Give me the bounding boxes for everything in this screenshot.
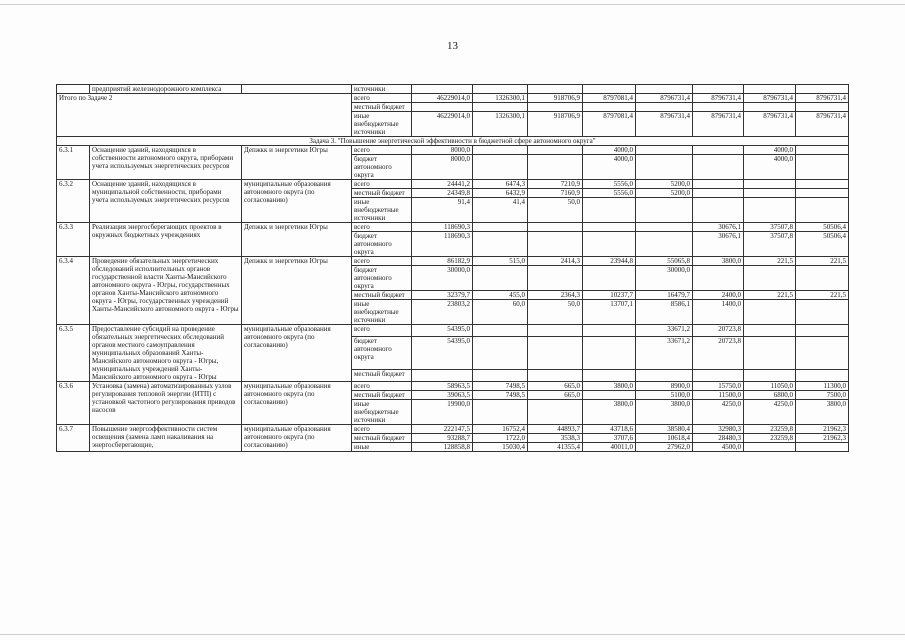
value-cell: 4000,0 bbox=[744, 155, 796, 180]
value-cell: 1400,0 bbox=[693, 300, 744, 325]
value-cell: 11050,0 bbox=[744, 382, 796, 391]
value-cell bbox=[636, 198, 693, 223]
value-cell bbox=[412, 370, 473, 382]
row-name: Предоставление субсидий на проведение обязательных энергетических обследований органов местного самоуправления муниципальных образований Ханты-Мансийского автономного округа - Югры, муниципальных учреждений Ханты-Мансийского автономного округа - Югры bbox=[90, 325, 242, 382]
value-cell: 8796731,4 bbox=[744, 94, 796, 103]
value-cell bbox=[473, 223, 528, 232]
value-cell: 5556,0 bbox=[583, 189, 636, 198]
value-cell: 3800,0 bbox=[796, 400, 849, 425]
value-cell: 23259,8 bbox=[744, 425, 796, 434]
row-executor: Депжкк и энергетики Югры bbox=[242, 146, 352, 180]
value-cell bbox=[583, 85, 636, 94]
source-cell: иные внебюджетные источники bbox=[352, 300, 412, 325]
value-cell: 2400,0 bbox=[693, 291, 744, 300]
value-cell bbox=[528, 85, 583, 94]
row-code: 6.3.6 bbox=[57, 382, 90, 425]
value-cell bbox=[473, 232, 528, 257]
row-name: Оснащение зданий, находящихся в собственности автономного округа, приборами учета используемых энергетических ресурсов bbox=[90, 146, 242, 180]
value-cell: 10618,4 bbox=[636, 434, 693, 443]
value-cell: 23803,2 bbox=[412, 300, 473, 325]
value-cell: 91,4 bbox=[412, 198, 473, 223]
value-cell: 33671,2 bbox=[636, 336, 693, 369]
row-code bbox=[57, 85, 90, 94]
value-cell: 39063,5 bbox=[412, 391, 473, 400]
row-name: Установка (замена) автоматизированных узлов регулирования тепловой энергии (ИТП) с установкой частотного регулирования приводов насосов bbox=[90, 382, 242, 425]
value-cell: 41355,4 bbox=[528, 443, 583, 452]
budget-table bbox=[56, 84, 849, 452]
value-cell: 24349,8 bbox=[412, 189, 473, 198]
value-cell: 37507,8 bbox=[744, 232, 796, 257]
value-cell bbox=[528, 266, 583, 291]
value-cell: 8797081,4 bbox=[583, 112, 636, 137]
value-cell: 50506,4 bbox=[796, 223, 849, 232]
value-cell: 222147,5 bbox=[412, 425, 473, 434]
value-cell bbox=[796, 336, 849, 369]
value-cell bbox=[583, 223, 636, 232]
value-cell: 8000,0 bbox=[412, 155, 473, 180]
value-cell bbox=[636, 146, 693, 155]
source-cell: местный бюджет bbox=[352, 291, 412, 300]
scan-edge-top bbox=[0, 4, 905, 5]
value-cell: 1722,0 bbox=[473, 434, 528, 443]
value-cell bbox=[636, 370, 693, 382]
value-cell: 16479,7 bbox=[636, 291, 693, 300]
value-cell bbox=[693, 85, 744, 94]
value-cell bbox=[796, 155, 849, 180]
value-cell: 58963,5 bbox=[412, 382, 473, 391]
row-code: 6.3.4 bbox=[57, 257, 90, 325]
source-cell: всего bbox=[352, 94, 412, 103]
value-cell bbox=[796, 103, 849, 112]
value-cell bbox=[796, 85, 849, 94]
value-cell: 16752,4 bbox=[473, 425, 528, 434]
value-cell: 30000,0 bbox=[412, 266, 473, 291]
value-cell: 6800,0 bbox=[744, 391, 796, 400]
scan-edge-bottom bbox=[0, 634, 905, 635]
value-cell: 8796731,4 bbox=[796, 94, 849, 103]
value-cell: 13707,1 bbox=[583, 300, 636, 325]
value-cell bbox=[636, 85, 693, 94]
value-cell: 27962,0 bbox=[636, 443, 693, 452]
source-cell: всего bbox=[352, 223, 412, 232]
value-cell: 3800,0 bbox=[583, 382, 636, 391]
value-cell bbox=[473, 325, 528, 337]
value-cell: 11300,0 bbox=[796, 382, 849, 391]
value-cell bbox=[583, 232, 636, 257]
value-cell bbox=[693, 370, 744, 382]
value-cell bbox=[583, 336, 636, 369]
value-cell: 23944,8 bbox=[583, 257, 636, 266]
value-cell: 1326300,1 bbox=[473, 94, 528, 103]
value-cell bbox=[693, 146, 744, 155]
source-cell: всего bbox=[352, 325, 412, 337]
value-cell: 3538,3 bbox=[528, 434, 583, 443]
value-cell: 8586,1 bbox=[636, 300, 693, 325]
value-cell bbox=[693, 266, 744, 291]
value-cell: 128858,8 bbox=[412, 443, 473, 452]
table-row bbox=[57, 325, 849, 337]
value-cell: 30676,1 bbox=[693, 223, 744, 232]
value-cell: 1326300,1 bbox=[473, 112, 528, 137]
value-cell: 6432,9 bbox=[473, 189, 528, 198]
value-cell: 6474,3 bbox=[473, 180, 528, 189]
value-cell bbox=[744, 370, 796, 382]
table-row bbox=[57, 223, 849, 232]
value-cell: 221,5 bbox=[796, 291, 849, 300]
value-cell: 515,0 bbox=[473, 257, 528, 266]
table-row bbox=[57, 382, 849, 391]
value-cell: 4250,0 bbox=[693, 400, 744, 425]
value-cell bbox=[693, 198, 744, 223]
value-cell: 8796731,4 bbox=[693, 94, 744, 103]
value-cell: 4500,0 bbox=[693, 443, 744, 452]
value-cell bbox=[636, 155, 693, 180]
value-cell: 8796731,4 bbox=[636, 112, 693, 137]
value-cell: 46229014,0 bbox=[412, 94, 473, 103]
value-cell: 60,0 bbox=[473, 300, 528, 325]
value-cell bbox=[636, 223, 693, 232]
value-cell bbox=[583, 391, 636, 400]
value-cell bbox=[636, 103, 693, 112]
value-cell bbox=[693, 189, 744, 198]
value-cell: 665,0 bbox=[528, 382, 583, 391]
value-cell bbox=[528, 103, 583, 112]
value-cell: 918706,9 bbox=[528, 94, 583, 103]
source-cell: иные внебюджетные источники bbox=[352, 400, 412, 425]
value-cell: 5100,0 bbox=[636, 391, 693, 400]
value-cell: 37507,8 bbox=[744, 223, 796, 232]
value-cell: 4000,0 bbox=[583, 146, 636, 155]
value-cell: 21962,3 bbox=[796, 434, 849, 443]
value-cell: 5200,0 bbox=[636, 180, 693, 189]
row-executor: муниципальные образования автономного округа (по согласованию) bbox=[242, 425, 352, 452]
value-cell: 7500,0 bbox=[796, 391, 849, 400]
value-cell: 118690,3 bbox=[412, 232, 473, 257]
table-row bbox=[57, 425, 849, 434]
value-cell: 41,4 bbox=[473, 198, 528, 223]
value-cell bbox=[473, 155, 528, 180]
source-cell: местный бюджет bbox=[352, 391, 412, 400]
page-number: 13 bbox=[447, 40, 458, 52]
value-cell bbox=[744, 180, 796, 189]
value-cell: 221,5 bbox=[796, 257, 849, 266]
row-name: Оснащение зданий, находящихся в муниципальной собственности, приборами учета используемых энергетических ресурсов bbox=[90, 180, 242, 223]
value-cell: 455,0 bbox=[473, 291, 528, 300]
value-cell bbox=[583, 103, 636, 112]
value-cell bbox=[636, 232, 693, 257]
value-cell: 7498,5 bbox=[473, 391, 528, 400]
value-cell: 3800,0 bbox=[693, 257, 744, 266]
row-executor: Депжкк и энергетики Югры bbox=[242, 257, 352, 325]
value-cell bbox=[473, 370, 528, 382]
value-cell bbox=[796, 370, 849, 382]
task-header: Задача 3. "Повышение энергетической эффективности в бюджетной сфере автономного округа" bbox=[57, 137, 849, 146]
value-cell: 4250,0 bbox=[744, 400, 796, 425]
value-cell: 8796731,4 bbox=[796, 112, 849, 137]
source-cell: всего bbox=[352, 257, 412, 266]
value-cell: 30000,0 bbox=[636, 266, 693, 291]
value-cell bbox=[744, 325, 796, 337]
value-cell: 33671,2 bbox=[636, 325, 693, 337]
row-executor: муниципальные образования автономного округа (по согласованию) bbox=[242, 325, 352, 382]
value-cell bbox=[528, 155, 583, 180]
value-cell: 7498,5 bbox=[473, 382, 528, 391]
source-cell: местный бюджет bbox=[352, 370, 412, 382]
value-cell: 20723,8 bbox=[693, 325, 744, 337]
value-cell: 50,0 bbox=[528, 300, 583, 325]
row-name: Проведение обязательных энергетических обследований исполнительных органов государственной власти Ханты-Мансийского автономного округа - Югры, государственных органов Ханты-Мансийского автономного округа - Югры, государственных учреждений Ханты-Мансийского автономного округа - Югры bbox=[90, 257, 242, 325]
row-name: предприятий железнодорожного комплекса bbox=[90, 85, 242, 94]
value-cell: 4000,0 bbox=[583, 155, 636, 180]
value-cell: 86182,9 bbox=[412, 257, 473, 266]
value-cell bbox=[583, 325, 636, 337]
table-row bbox=[57, 180, 849, 189]
value-cell bbox=[744, 336, 796, 369]
row-code: 6.3.1 bbox=[57, 146, 90, 180]
source-cell: всего bbox=[352, 180, 412, 189]
row-code: 6.3.2 bbox=[57, 180, 90, 223]
value-cell bbox=[796, 146, 849, 155]
value-cell bbox=[583, 370, 636, 382]
value-cell bbox=[693, 180, 744, 189]
value-cell: 221,5 bbox=[744, 257, 796, 266]
value-cell bbox=[796, 266, 849, 291]
value-cell bbox=[744, 443, 796, 452]
source-cell: бюджет автономного округа bbox=[352, 266, 412, 291]
row-executor: Депжкк и энергетики Югры bbox=[242, 223, 352, 257]
value-cell bbox=[796, 325, 849, 337]
row-name: Реализация энергосберегающих проектов в окружных бюджетных учреждениях bbox=[90, 223, 242, 257]
value-cell: 50,0 bbox=[528, 198, 583, 223]
row-name: Повышение энергоэффективности систем освещения (замена ламп накаливания на энергосберегающие, bbox=[90, 425, 242, 452]
value-cell: 19900,0 bbox=[412, 400, 473, 425]
value-cell: 54395,0 bbox=[412, 325, 473, 337]
source-cell: всего bbox=[352, 382, 412, 391]
value-cell: 3707,6 bbox=[583, 434, 636, 443]
value-cell bbox=[528, 400, 583, 425]
value-cell: 50506,4 bbox=[796, 232, 849, 257]
value-cell: 46229014,0 bbox=[412, 112, 473, 137]
value-cell: 54395,0 bbox=[412, 336, 473, 369]
row-code: 6.3.5 bbox=[57, 325, 90, 382]
source-cell: бюджет автономного округа bbox=[352, 232, 412, 257]
table-row bbox=[57, 146, 849, 155]
value-cell bbox=[473, 400, 528, 425]
source-cell: местный бюджет bbox=[352, 103, 412, 112]
value-cell: 221,5 bbox=[744, 291, 796, 300]
row-executor: муниципальные образования автономного округа (по согласованию) bbox=[242, 180, 352, 223]
value-cell: 10237,7 bbox=[583, 291, 636, 300]
value-cell: 15030,4 bbox=[473, 443, 528, 452]
value-cell: 43718,6 bbox=[583, 425, 636, 434]
value-cell: 24441,2 bbox=[412, 180, 473, 189]
value-cell bbox=[744, 103, 796, 112]
source-cell: иные внебюджетные источники bbox=[352, 112, 412, 137]
value-cell bbox=[796, 180, 849, 189]
value-cell bbox=[796, 300, 849, 325]
source-cell: всего bbox=[352, 146, 412, 155]
value-cell: 8797081,4 bbox=[583, 94, 636, 103]
value-cell bbox=[473, 85, 528, 94]
value-cell: 3800,0 bbox=[636, 400, 693, 425]
value-cell: 28480,3 bbox=[693, 434, 744, 443]
value-cell bbox=[473, 103, 528, 112]
value-cell bbox=[473, 146, 528, 155]
value-cell bbox=[796, 443, 849, 452]
value-cell: 38580,4 bbox=[636, 425, 693, 434]
value-cell bbox=[528, 325, 583, 337]
source-cell: иные внебюджетные источники bbox=[352, 198, 412, 223]
task-header-row bbox=[57, 137, 849, 146]
value-cell: 665,0 bbox=[528, 391, 583, 400]
value-cell: 3800,0 bbox=[583, 400, 636, 425]
table-row bbox=[57, 257, 849, 266]
value-cell: 32980,3 bbox=[693, 425, 744, 434]
value-cell bbox=[744, 189, 796, 198]
row-code: 6.3.7 bbox=[57, 425, 90, 452]
row-executor bbox=[242, 85, 352, 94]
value-cell bbox=[693, 103, 744, 112]
value-cell: 5200,0 bbox=[636, 189, 693, 198]
summary-label: Итого по Задаче 2 bbox=[57, 94, 352, 137]
value-cell: 7210,9 bbox=[528, 180, 583, 189]
source-cell: источники bbox=[352, 85, 412, 94]
value-cell: 32379,7 bbox=[412, 291, 473, 300]
source-cell: всего bbox=[352, 425, 412, 434]
value-cell bbox=[528, 146, 583, 155]
value-cell bbox=[473, 336, 528, 369]
value-cell: 8000,0 bbox=[412, 146, 473, 155]
value-cell: 118690,3 bbox=[412, 223, 473, 232]
value-cell: 20723,8 bbox=[693, 336, 744, 369]
value-cell bbox=[744, 266, 796, 291]
value-cell: 8796731,4 bbox=[693, 112, 744, 137]
value-cell bbox=[583, 198, 636, 223]
value-cell bbox=[528, 370, 583, 382]
value-cell bbox=[796, 198, 849, 223]
table-row bbox=[57, 85, 849, 94]
value-cell: 40011,0 bbox=[583, 443, 636, 452]
value-cell bbox=[744, 300, 796, 325]
value-cell: 21962,3 bbox=[796, 425, 849, 434]
value-cell: 55065,8 bbox=[636, 257, 693, 266]
value-cell: 11500,0 bbox=[693, 391, 744, 400]
value-cell: 4000,0 bbox=[744, 146, 796, 155]
table-body bbox=[57, 85, 849, 452]
source-cell: местный бюджет bbox=[352, 189, 412, 198]
value-cell: 8900,0 bbox=[636, 382, 693, 391]
value-cell: 44893,7 bbox=[528, 425, 583, 434]
value-cell bbox=[583, 266, 636, 291]
value-cell: 15750,0 bbox=[693, 382, 744, 391]
source-cell: местный бюджет bbox=[352, 434, 412, 443]
source-cell: бюджет автономного округа bbox=[352, 155, 412, 180]
value-cell: 2364,3 bbox=[528, 291, 583, 300]
value-cell: 2414,3 bbox=[528, 257, 583, 266]
row-code: 6.3.3 bbox=[57, 223, 90, 257]
value-cell: 93288,7 bbox=[412, 434, 473, 443]
value-cell bbox=[412, 85, 473, 94]
value-cell bbox=[796, 189, 849, 198]
row-executor: муниципальные образования автономного округа (по согласованию) bbox=[242, 382, 352, 425]
value-cell bbox=[528, 232, 583, 257]
value-cell bbox=[528, 336, 583, 369]
value-cell: 7160,9 bbox=[528, 189, 583, 198]
value-cell: 918706,9 bbox=[528, 112, 583, 137]
value-cell bbox=[473, 266, 528, 291]
value-cell bbox=[693, 155, 744, 180]
value-cell bbox=[744, 85, 796, 94]
value-cell: 8796731,4 bbox=[636, 94, 693, 103]
value-cell bbox=[744, 198, 796, 223]
summary-row bbox=[57, 94, 849, 103]
source-cell: бюджет автономного округа bbox=[352, 336, 412, 369]
value-cell: 30676,1 bbox=[693, 232, 744, 257]
value-cell: 5556,0 bbox=[583, 180, 636, 189]
value-cell: 8796731,4 bbox=[744, 112, 796, 137]
value-cell: 23259,8 bbox=[744, 434, 796, 443]
value-cell bbox=[528, 223, 583, 232]
source-cell: иные bbox=[352, 443, 412, 452]
value-cell bbox=[412, 103, 473, 112]
